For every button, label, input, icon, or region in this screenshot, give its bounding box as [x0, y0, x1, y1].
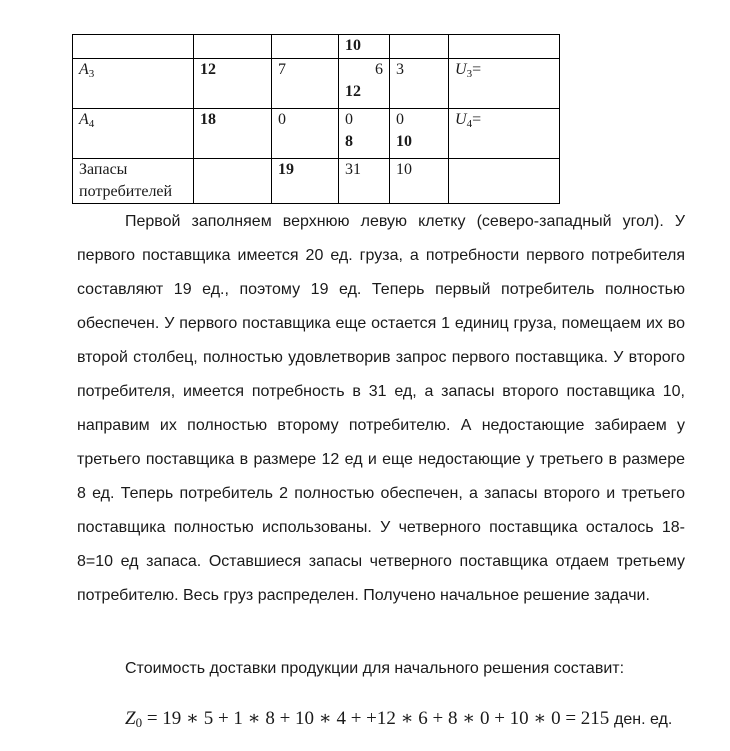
supply-value: 18: [194, 109, 272, 159]
supplier-label: $A_4$: [73, 109, 194, 159]
cost-cell: 6 12: [339, 59, 390, 109]
body-paragraph: Первой заполняем верхнюю левую клетку (северо-западный угол). У первого поставщика имеется 20 ед. груза, а потребности первого потребителя составляют 19 ед., поэтому 19 ед. Теперь первый потребитель полностью обеспечен. У первого поставщика еще остается 1 единиц груза, помещаем их во второй столбец, полностью удовлетворив запрос первого поставщика. У второго потребителя, имеется потребность в 31 ед, а запасы второго поставщика 10, направим их полностью второму потребителю. А недостающие забираем у третьего поставщика в размере 12 ед и еще недостающие у третьего в размере 8 ед. Теперь потребитель 2 полностью обеспечен, а запасы второго и третьего поставщика полностью использованы. У четверного поставщика осталось 18-8=10 ед запаса. Оставшиеся запасы четверного поставщика отдаем третьему потребителю. Весь груз распределен. Получено начальное решение задачи.: [77, 213, 685, 604]
cost-cell: 3: [390, 59, 449, 109]
demand-value: 10: [390, 159, 449, 204]
supplier-label: $A_3$: [73, 59, 194, 109]
demand-value: 31: [339, 159, 390, 204]
table-cell: [390, 35, 449, 59]
table-row: [73, 159, 560, 204]
cost-cell: 7: [272, 59, 339, 109]
table-row: [73, 109, 560, 159]
table-cell: [194, 159, 272, 204]
table-cell: [73, 35, 194, 59]
table-cell: [449, 159, 560, 204]
potential-cell: $U_3=$: [449, 59, 560, 109]
transport-table: [72, 34, 560, 204]
potential-cell: $U_4=$: [449, 109, 560, 159]
table-cell: [194, 35, 272, 59]
supply-value: 12: [194, 59, 272, 109]
demand-value: 19: [272, 159, 339, 204]
cost-cell: 0 10: [390, 109, 449, 159]
cost-cell: 0 8: [339, 109, 390, 159]
cost-formula: $Z_0 = 19$ ∗ 5 + 1 ∗ 8 + 10 ∗ 4 + +12 ∗ 6 + 8 ∗ 0 + 10 ∗ 0 = 215 ден. ед.: [125, 708, 673, 730]
table-row: [73, 59, 560, 109]
cost-intro: Стоимость доставки продукции для начального решения составит:: [125, 660, 625, 677]
table-row: [73, 35, 560, 59]
cost-cell: 0: [272, 109, 339, 159]
allocation-cell: 10: [339, 35, 390, 59]
table-cell: [449, 35, 560, 59]
table-cell: [272, 35, 339, 59]
demand-label: Запасы потребителей: [73, 159, 194, 204]
